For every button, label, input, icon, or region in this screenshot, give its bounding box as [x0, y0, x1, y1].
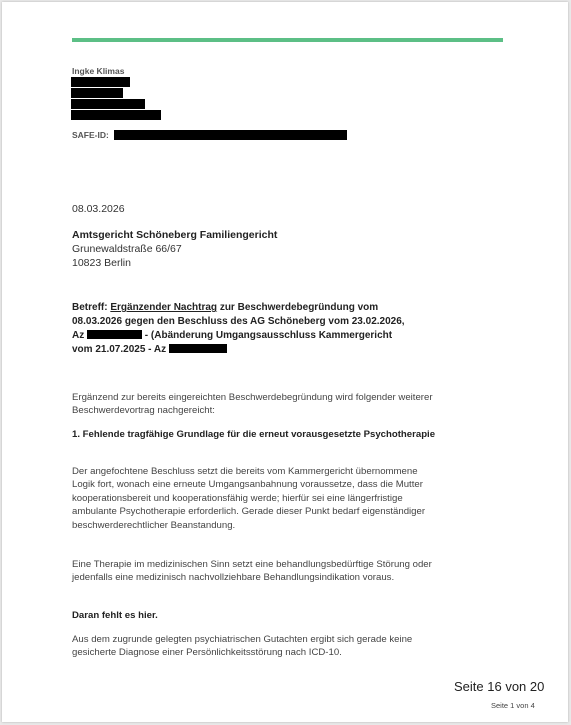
paragraph-4: Aus dem zugrunde gelegten psychiatrischen Gutachten ergibt sich gerade keine gesicherte Diagnose einer Persönlichkeitsstörung nach ICD-10.	[72, 634, 413, 659]
redacted-address-line-1	[71, 77, 130, 87]
redacted-az-1	[87, 330, 142, 339]
recipient-street: Grunewaldstraße 66/67	[72, 243, 182, 255]
intro-paragraph: Ergänzend zur bereits eingereichten Beschwerdebegründung wird folgender weiterer Beschwerdevortrag nachgereicht:	[72, 392, 433, 417]
section-heading-1: 1. Fehlende tragfähige Grundlage für die erneut vorausgesetzte Psychotherapie	[72, 429, 436, 440]
paragraph-2: Eine Therapie im medizinischen Sinn setzt eine behandlungsbedürftige Störung oder jedenfalls eine medizinisch nachvollziehbare Behandlungsindikation voraus.	[72, 559, 432, 584]
sender-name: Ingke Klimas	[72, 66, 125, 76]
page-number: Seite 16 von 20	[454, 679, 545, 694]
paragraph-3: Daran fehlt es hier.	[72, 610, 158, 621]
document-page	[2, 2, 568, 722]
paragraph-1: Der angefochtene Beschluss setzt die bereits vom Kammergericht übernommene Logik fort, wonach eine erneute Umgangsanbahnung voraussetze, dass die Mutter kooperationsbereit und kooperationsfähig werde; hierfür sei eine längerfristige ambulante Psychotherapie erforderlich. Gerade dieser Punkt bedarf eigenständiger beschwerderechtlicher Beanstandung.	[72, 466, 426, 531]
header-rule	[72, 38, 503, 42]
subject-block	[72, 301, 442, 357]
sub-page-number: Seite 1 von 4	[491, 701, 535, 710]
redacted-address-line-4	[71, 110, 161, 120]
subject-underlined: Ergänzender Nachtrag	[110, 302, 218, 313]
recipient-address	[72, 228, 277, 270]
letter-date: 08.03.2026	[72, 203, 125, 215]
subject-line-1: Betreff: Ergänzender Nachtrag zur Beschwerdebegründung vom	[72, 302, 379, 313]
recipient-city: 10823 Berlin	[72, 257, 131, 269]
subject-line-2: 08.03.2026 gegen den Beschluss des AG Schöneberg vom 23.02.2026,	[72, 316, 405, 327]
redacted-address-line-2	[71, 88, 123, 98]
subject-line-3: Az - (Abänderung Umgangsausschluss Kammergericht	[72, 330, 393, 341]
subject-line-4: vom 21.07.2025 - Az	[72, 343, 442, 357]
recipient-name: Amtsgericht Schöneberg Familiengericht	[72, 229, 278, 241]
redacted-address-line-3	[71, 99, 145, 109]
safe-id-label: SAFE-ID:	[72, 130, 109, 140]
redacted-az-2	[169, 344, 227, 353]
redacted-safe-id	[114, 130, 347, 140]
